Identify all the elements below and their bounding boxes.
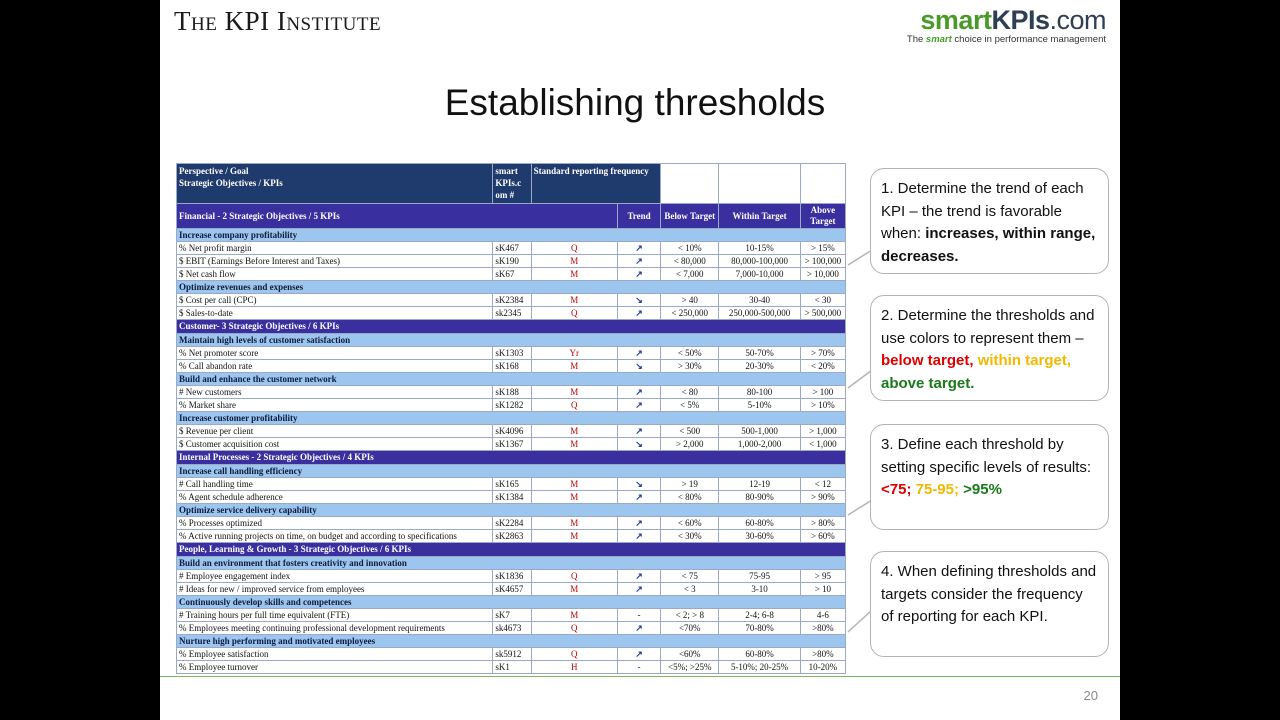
kpi-trend-arrow: ↗ — [617, 425, 660, 438]
kpi-within-target: 80-100 — [719, 386, 800, 399]
kpi-frequency: M — [531, 360, 617, 373]
page-number: 20 — [1083, 688, 1098, 703]
kpi-trend-arrow: ↗ — [617, 307, 660, 320]
callout-levels: 3. Define each threshold by setting specific levels of results: <75; 75-95; >95% — [870, 424, 1109, 530]
kpi-row — [177, 294, 846, 307]
kpi-name: # Ideas for new / improved service from employees — [177, 583, 493, 596]
kpi-code: sK67 — [493, 268, 531, 281]
kpi-below-target: < 3 — [661, 583, 719, 596]
kpi-code: sK188 — [493, 386, 531, 399]
goal-label: Continuously develop skills and competences — [177, 596, 846, 609]
kpi-name: % Employee satisfaction — [177, 648, 493, 661]
callout-frequency: 4. When defining thresholds and targets consider the frequency of reporting for each KPI. — [870, 551, 1109, 657]
kpi-trend-arrow: ↘ — [617, 478, 660, 491]
kpi-row — [177, 399, 846, 412]
kpi-above-target: < 1,000 — [800, 438, 845, 451]
kpi-name: # New customers — [177, 386, 493, 399]
kpi-within-target: 250,000-500,000 — [719, 307, 800, 320]
kpi-below-target: > 30% — [661, 360, 719, 373]
header-frequency: Standard reporting frequency — [531, 164, 661, 204]
kpi-name: % Agent schedule adherence — [177, 491, 493, 504]
kpi-above-target: > 80% — [800, 517, 845, 530]
kpi-below-target: < 80 — [661, 386, 719, 399]
kpi-frequency: M — [531, 517, 617, 530]
kpi-below-target: > 40 — [661, 294, 719, 307]
kpi-frequency: Q — [531, 570, 617, 583]
kpi-within-target: 70-80% — [719, 622, 800, 635]
kpi-code: sK1367 — [493, 438, 531, 451]
goal-row — [177, 334, 846, 347]
perspective-row — [177, 204, 846, 229]
below-target-header: Below Target — [661, 204, 719, 229]
kpi-within-target: 50-70% — [719, 347, 800, 360]
kpi-trend-arrow: ↗ — [617, 530, 660, 543]
kpi-trend-arrow: ↘ — [617, 438, 660, 451]
kpi-row — [177, 255, 846, 268]
kpi-code: sK467 — [493, 242, 531, 255]
kpi-name: # Employee engagement index — [177, 570, 493, 583]
kpi-trend-arrow: ↗ — [617, 347, 660, 360]
kpi-threshold-table — [176, 163, 846, 674]
kpi-frequency: M — [531, 255, 617, 268]
callout-trend: 1. Determine the trend of each KPI – the trend is favorable when: increases, within range, decreases. — [870, 168, 1109, 274]
kpi-frequency: Q — [531, 399, 617, 412]
kpi-above-target: > 100,000 — [800, 255, 845, 268]
kpi-above-target: 10-20% — [800, 661, 845, 674]
kpi-institute-logo: The KPI Institute — [174, 6, 382, 36]
kpi-row — [177, 360, 846, 373]
within-target-header: Within Target — [719, 204, 800, 229]
kpi-code: sK7 — [493, 609, 531, 622]
kpi-above-target: < 20% — [800, 360, 845, 373]
kpi-frequency: Q — [531, 622, 617, 635]
kpi-code: sk5912 — [493, 648, 531, 661]
kpi-trend-arrow: ↗ — [617, 386, 660, 399]
kpi-row — [177, 648, 846, 661]
kpi-above-target: > 1,000 — [800, 425, 845, 438]
kpi-trend-arrow: ↗ — [617, 491, 660, 504]
goal-label: Increase company profitability — [177, 229, 846, 242]
kpi-name: % Active running projects on time, on budget and according to specifications — [177, 530, 493, 543]
kpi-below-target: <5%; >25% — [661, 661, 719, 674]
kpi-above-target: > 15% — [800, 242, 845, 255]
kpi-row — [177, 622, 846, 635]
kpi-above-target: > 10% — [800, 399, 845, 412]
kpi-within-target: 20-30% — [719, 360, 800, 373]
kpi-above-target: > 60% — [800, 530, 845, 543]
kpi-within-target: 7,000-10,000 — [719, 268, 800, 281]
kpi-name: % Employee turnover — [177, 661, 493, 674]
kpi-name: $ Revenue per client — [177, 425, 493, 438]
kpi-row — [177, 242, 846, 255]
kpi-name: # Call handling time — [177, 478, 493, 491]
goal-label: Build an environment that fosters creativity and innovation — [177, 557, 846, 570]
kpi-frequency: M — [531, 294, 617, 307]
goal-label: Build and enhance the customer network — [177, 373, 846, 386]
header-code: smart KPIs.c om # — [493, 164, 531, 204]
kpi-frequency: M — [531, 386, 617, 399]
below-target-icon: ✖ — [661, 164, 719, 204]
perspective-label: People, Learning & Growth - 3 Strategic Objectives / 6 KPIs — [177, 543, 846, 557]
kpi-trend-arrow: ↗ — [617, 268, 660, 281]
perspective-row — [177, 320, 846, 334]
kpi-above-target: > 500,000 — [800, 307, 845, 320]
kpi-within-target: 10-15% — [719, 242, 800, 255]
kpi-above-target: > 10 — [800, 583, 845, 596]
kpi-name: $ Net cash flow — [177, 268, 493, 281]
kpi-within-target: 5-10% — [719, 399, 800, 412]
kpi-within-target: 12-19 — [719, 478, 800, 491]
kpi-frequency: Q — [531, 307, 617, 320]
kpi-code: sK4096 — [493, 425, 531, 438]
kpi-trend-arrow: ↗ — [617, 648, 660, 661]
kpi-name: % Processes optimized — [177, 517, 493, 530]
kpi-within-target: 2-4; 6-8 — [719, 609, 800, 622]
kpi-code: sK1282 — [493, 399, 531, 412]
goal-label: Maintain high levels of customer satisfaction — [177, 334, 846, 347]
above-target-icon: ✓ — [800, 164, 845, 204]
kpi-name: $ Cost per call (CPC) — [177, 294, 493, 307]
goal-label: Nurture high performing and motivated employees — [177, 635, 846, 648]
kpi-within-target: 30-60% — [719, 530, 800, 543]
kpi-code: sK2284 — [493, 517, 531, 530]
kpi-trend-arrow: ↘ — [617, 294, 660, 307]
goal-label: Optimize revenues and expenses — [177, 281, 846, 294]
kpi-frequency: M — [531, 268, 617, 281]
kpi-trend-arrow: ↗ — [617, 517, 660, 530]
kpi-row — [177, 583, 846, 596]
kpi-trend-arrow: ↗ — [617, 570, 660, 583]
slide — [160, 0, 1120, 720]
callout-colors: 2. Determine the thresholds and use colors to represent them – below target, within target, above target. — [870, 295, 1109, 401]
kpi-code: sk2345 — [493, 307, 531, 320]
kpi-below-target: < 50% — [661, 347, 719, 360]
kpi-trend-arrow: ↗ — [617, 242, 660, 255]
kpi-below-target: < 10% — [661, 242, 719, 255]
kpi-below-target: > 19 — [661, 478, 719, 491]
perspective-label: Internal Processes - 2 Strategic Objectives / 4 KPIs — [177, 451, 846, 465]
kpi-frequency: M — [531, 583, 617, 596]
perspective-row — [177, 451, 846, 465]
kpi-row — [177, 609, 846, 622]
goal-row — [177, 635, 846, 648]
kpi-below-target: <60% — [661, 648, 719, 661]
kpi-above-target: > 10,000 — [800, 268, 845, 281]
kpi-name: % Market share — [177, 399, 493, 412]
perspective-row — [177, 543, 846, 557]
kpi-trend-arrow: ↘ — [617, 360, 660, 373]
kpi-row — [177, 347, 846, 360]
kpi-row — [177, 570, 846, 583]
kpi-below-target: < 500 — [661, 425, 719, 438]
kpi-above-target: < 12 — [800, 478, 845, 491]
kpi-name: $ EBIT (Earnings Before Interest and Taxes) — [177, 255, 493, 268]
kpi-row — [177, 438, 846, 451]
kpi-below-target: < 60% — [661, 517, 719, 530]
kpi-code: sK1384 — [493, 491, 531, 504]
kpi-within-target: 60-80% — [719, 517, 800, 530]
kpi-below-target: < 5% — [661, 399, 719, 412]
kpi-code: sK165 — [493, 478, 531, 491]
kpi-below-target: < 2; > 8 — [661, 609, 719, 622]
kpi-trend-arrow: - — [617, 609, 660, 622]
kpi-frequency: M — [531, 530, 617, 543]
kpi-frequency: M — [531, 438, 617, 451]
kpi-above-target: > 100 — [800, 386, 845, 399]
kpi-code: sK168 — [493, 360, 531, 373]
goal-row — [177, 373, 846, 386]
kpi-above-target: > 95 — [800, 570, 845, 583]
kpi-below-target: <70% — [661, 622, 719, 635]
kpi-trend-arrow: - — [617, 661, 660, 674]
kpi-name: $ Sales-to-date — [177, 307, 493, 320]
kpi-trend-arrow: ↗ — [617, 622, 660, 635]
kpi-code: sK1303 — [493, 347, 531, 360]
kpi-code: sK1 — [493, 661, 531, 674]
above-target-header: Above Target — [800, 204, 845, 229]
goal-row — [177, 465, 846, 478]
kpi-above-target: >80% — [800, 648, 845, 661]
kpi-row — [177, 268, 846, 281]
kpi-row — [177, 517, 846, 530]
goal-label: Increase customer profitability — [177, 412, 846, 425]
kpi-name: $ Customer acquisition cost — [177, 438, 493, 451]
kpi-frequency: Yr — [531, 347, 617, 360]
kpi-frequency: M — [531, 609, 617, 622]
kpi-below-target: < 30% — [661, 530, 719, 543]
kpi-code: sK2384 — [493, 294, 531, 307]
kpi-row — [177, 491, 846, 504]
kpi-name: % Net promoter score — [177, 347, 493, 360]
kpi-code: sK1836 — [493, 570, 531, 583]
goal-label: Optimize service delivery capability — [177, 504, 846, 517]
goal-label: Increase call handling efficiency — [177, 465, 846, 478]
kpi-code: sK2863 — [493, 530, 531, 543]
kpi-below-target: > 2,000 — [661, 438, 719, 451]
kpi-above-target: < 30 — [800, 294, 845, 307]
kpi-within-target: 30-40 — [719, 294, 800, 307]
kpi-within-target: 80,000-100,000 — [719, 255, 800, 268]
kpi-row — [177, 307, 846, 320]
perspective-label: Customer- 3 Strategic Objectives / 6 KPIs — [177, 320, 846, 334]
kpi-frequency: Q — [531, 648, 617, 661]
kpi-name: # Training hours per full time equivalent (FTE) — [177, 609, 493, 622]
kpi-row — [177, 478, 846, 491]
trend-header: Trend — [617, 204, 660, 229]
goal-row — [177, 281, 846, 294]
kpi-within-target: 5-10%; 20-25% — [719, 661, 800, 674]
kpi-frequency: Q — [531, 242, 617, 255]
kpi-name: % Call abandon rate — [177, 360, 493, 373]
kpi-name: % Employees meeting continuing professional development requirements — [177, 622, 493, 635]
kpi-below-target: < 80% — [661, 491, 719, 504]
perspective-label: Financial - 2 Strategic Objectives / 5 KPIs — [177, 204, 618, 229]
kpi-within-target: 60-80% — [719, 648, 800, 661]
smartkpis-logo: smartKPIs.com The smart choice in performance management — [906, 5, 1106, 45]
kpi-above-target: > 70% — [800, 347, 845, 360]
kpi-below-target: < 80,000 — [661, 255, 719, 268]
footer-divider — [160, 676, 1120, 677]
kpi-above-target: >80% — [800, 622, 845, 635]
kpi-trend-arrow: ↗ — [617, 583, 660, 596]
kpi-below-target: < 7,000 — [661, 268, 719, 281]
table-header-row — [177, 164, 846, 204]
kpi-trend-arrow: ↗ — [617, 399, 660, 412]
kpi-frequency: H — [531, 661, 617, 674]
kpi-within-target: 75-95 — [719, 570, 800, 583]
goal-row — [177, 596, 846, 609]
kpi-within-target: 1,000-2,000 — [719, 438, 800, 451]
slide-title: Establishing thresholds — [444, 82, 826, 123]
kpi-code: sK4657 — [493, 583, 531, 596]
kpi-below-target: < 250,000 — [661, 307, 719, 320]
kpi-within-target: 3-10 — [719, 583, 800, 596]
kpi-within-target: 500-1,000 — [719, 425, 800, 438]
goal-row — [177, 412, 846, 425]
kpi-name: % Net profit margin — [177, 242, 493, 255]
kpi-row — [177, 386, 846, 399]
goal-row — [177, 504, 846, 517]
goal-row — [177, 557, 846, 570]
within-target-icon: ○ — [719, 164, 800, 204]
kpi-trend-arrow: ↗ — [617, 255, 660, 268]
kpi-row — [177, 661, 846, 674]
kpi-above-target: > 90% — [800, 491, 845, 504]
header-perspective: Perspective / Goal Strategic Objectives / KPIs — [177, 164, 493, 204]
kpi-frequency: M — [531, 478, 617, 491]
kpi-row — [177, 530, 846, 543]
kpi-below-target: < 75 — [661, 570, 719, 583]
goal-row — [177, 229, 846, 242]
kpi-code: sk4673 — [493, 622, 531, 635]
kpi-within-target: 80-90% — [719, 491, 800, 504]
kpi-row — [177, 425, 846, 438]
kpi-frequency: M — [531, 425, 617, 438]
kpi-above-target: 4-6 — [800, 609, 845, 622]
kpi-code: sK190 — [493, 255, 531, 268]
kpi-frequency: M — [531, 491, 617, 504]
